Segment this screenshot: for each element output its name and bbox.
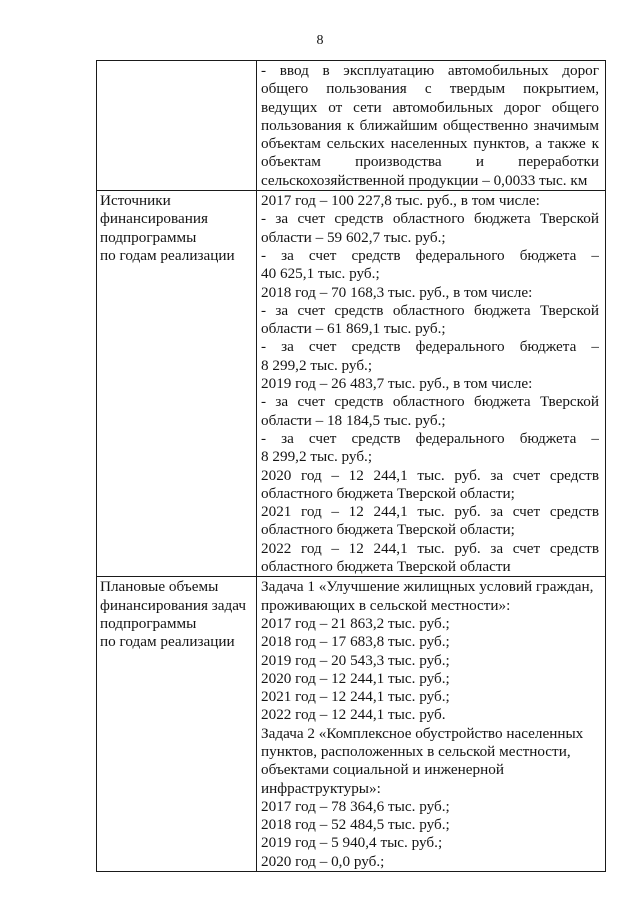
content-line: инфраструктуры»: xyxy=(261,779,381,797)
content-line: объектам сельских населенных пунктов, а также к xyxy=(261,135,599,153)
content-line: - за счет средств областного бюджета Тверской xyxy=(261,301,599,319)
content-line: области – 59 602,7 тыс. руб.; xyxy=(261,228,446,246)
row-label-cell xyxy=(97,61,257,191)
content-line: 8 299,2 тыс. руб.; xyxy=(261,448,373,466)
row-content-cell xyxy=(257,191,606,577)
content-line: 40 625,1 тыс. руб.; xyxy=(261,265,380,283)
content-line: - за счет средств федерального бюджета – xyxy=(261,338,599,356)
content-line: 2018 год – 17 683,8 тыс. руб.; xyxy=(261,633,450,651)
row-label-line: подпрограммы xyxy=(100,228,197,246)
content-line: объектам производства и переработки xyxy=(261,153,599,171)
content-line: общего пользования с твердым покрытием, xyxy=(261,80,599,98)
content-line: - за счет средств федерального бюджета – xyxy=(261,429,599,447)
content-line: 2021 год – 12 244,1 тыс. руб.; xyxy=(261,688,450,706)
content-line: - за счет средств областного бюджета Тверской xyxy=(261,393,599,411)
content-line: 2022 год – 12 244,1 тыс. руб. за счет средств xyxy=(261,539,599,557)
content-line: пользования к ближайшим общественно значимым xyxy=(261,116,599,134)
content-line: области – 61 869,1 тыс. руб.; xyxy=(261,320,446,338)
content-line: 2019 год – 26 483,7 тыс. руб., в том числе: xyxy=(261,375,533,393)
content-line: 8 299,2 тыс. руб.; xyxy=(261,356,373,374)
row-content-cell xyxy=(257,61,606,191)
page-number: 8 xyxy=(316,33,324,48)
content-line: 2019 год – 5 940,4 тыс. руб.; xyxy=(261,834,443,852)
content-line: 2018 год – 70 168,3 тыс. руб., в том числе: xyxy=(261,283,533,301)
content-line: 2017 год – 100 227,8 тыс. руб., в том числе: xyxy=(261,192,540,210)
content-line: пунктов, расположенных в сельской местности, xyxy=(261,742,571,760)
content-line: сельскохозяйственной продукции – 0,0033 тыс. км xyxy=(261,171,588,189)
row-label-line: Источники xyxy=(100,192,171,210)
content-line: - ввод в эксплуатацию автомобильных дорог xyxy=(261,62,599,79)
content-line: 2022 год – 12 244,1 тыс. руб. xyxy=(261,706,446,724)
road-commissioning-row xyxy=(97,61,606,191)
content-line: Задача 2 «Комплексное обустройство населенных xyxy=(261,724,584,742)
content-line: областного бюджета Тверской области; xyxy=(261,521,515,539)
content-line: 2018 год – 52 484,5 тыс. руб.; xyxy=(261,816,450,834)
row-label-line: Плановые объемы xyxy=(100,578,219,596)
content-line: 2020 год – 12 244,1 тыс. руб. за счет средств xyxy=(261,466,599,484)
content-line: объектами социальной и инженерной xyxy=(261,761,504,779)
content-line: проживающих в сельской местности»: xyxy=(261,596,511,614)
row-content-cell xyxy=(257,577,606,872)
content-line: 2017 год – 21 863,2 тыс. руб.; xyxy=(261,614,450,632)
content-line: 2020 год – 0,0 руб.; xyxy=(261,852,385,870)
planned-funding-row xyxy=(97,577,606,872)
row-label-line: по годам реализации xyxy=(100,246,235,264)
row-label-line: по годам реализации xyxy=(100,633,235,651)
content-line: ведущих от сети автомобильных дорог общего xyxy=(261,98,599,116)
row-label-line: подпрограммы xyxy=(100,614,197,632)
content-line: - за счет средств федерального бюджета – xyxy=(261,246,599,264)
content-line: 2017 год – 78 364,6 тыс. руб.; xyxy=(261,797,450,815)
row-label-line: финансирования задач xyxy=(100,596,247,614)
content-line: Задача 1 «Улучшение жилищных условий граждан, xyxy=(261,578,594,596)
content-line: 2019 год – 20 543,3 тыс. руб.; xyxy=(261,651,450,669)
passport-table xyxy=(96,60,606,872)
row-label-line: финансирования xyxy=(100,210,208,228)
content-line: областного бюджета Тверской области; xyxy=(261,484,515,502)
funding-sources-row xyxy=(97,191,606,577)
content-line: областного бюджета Тверской области xyxy=(261,558,511,576)
content-line: 2020 год – 12 244,1 тыс. руб.; xyxy=(261,669,450,687)
content-line: 2021 год – 12 244,1 тыс. руб. за счет средств xyxy=(261,503,599,521)
row-label-cell xyxy=(97,577,257,872)
content-line: области – 18 184,5 тыс. руб.; xyxy=(261,411,446,429)
content-line: - за счет средств областного бюджета Тверской xyxy=(261,210,599,228)
row-label-cell xyxy=(97,191,257,577)
